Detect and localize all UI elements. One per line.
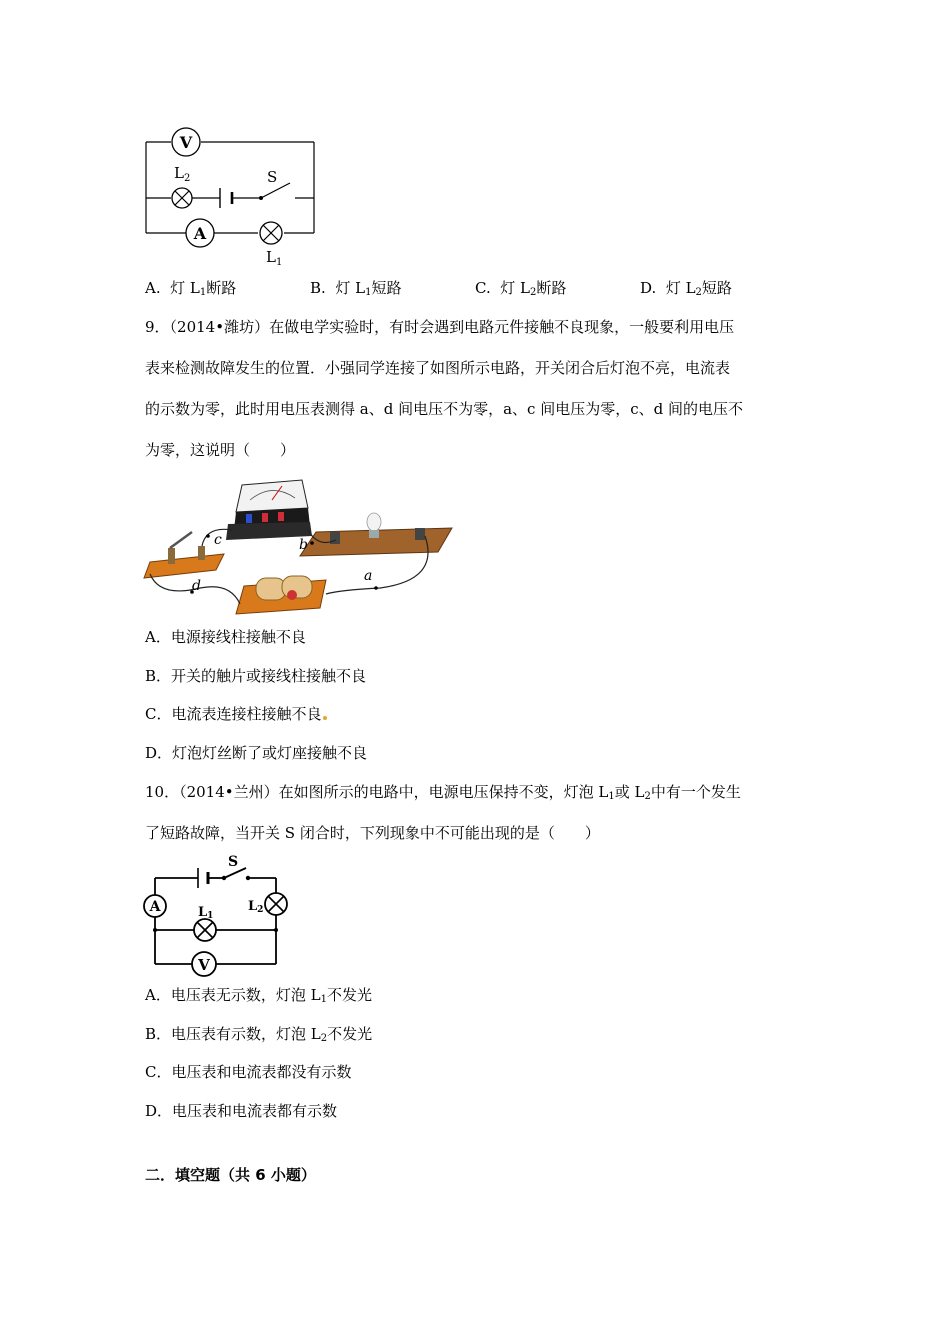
q9-stem-line-2: 表来检测故障发生的位置．小强同学连接了如图所示电路，开关闭合后灯泡不亮，电流表 xyxy=(145,359,731,377)
q8-option-c: C. 灯 $L_2$断路 xyxy=(475,279,567,298)
switch-label: S xyxy=(267,168,278,186)
q10-option-c: C．电压表和电流表都没有示数 xyxy=(145,1063,352,1081)
annotation-mark xyxy=(323,716,327,720)
q10-option-a: A．电压表无示数，灯泡 $L_1$不发光 xyxy=(145,986,372,1005)
q9-apparatus-illustration xyxy=(140,470,460,620)
point-b-label: b xyxy=(299,537,308,553)
q9-stem-line-1: 9．（2014•潍坊）在做电学实验时，有时会遇到电路元件接触不良现象，一般要利用电压 xyxy=(145,318,735,336)
q9-option-c: C．电流表连接柱接触不良 xyxy=(145,704,329,724)
q9-option-b: B．开关的触片或接线柱接触不良 xyxy=(145,667,367,685)
q10-switch-label: S xyxy=(228,854,239,870)
q10-option-d: D．电压表和电流表都有示数 xyxy=(145,1102,338,1120)
section-heading: 二．填空题（共 6 小题） xyxy=(145,1166,316,1184)
bulb-board xyxy=(300,513,452,556)
point-d-label: d xyxy=(192,578,201,594)
lamp-l2-symbol xyxy=(172,188,192,208)
l1-label: $L_1$ xyxy=(266,248,283,268)
q10-circuit-diagram xyxy=(140,852,300,977)
q8-option-a: A. 灯 $L_1$断路 xyxy=(145,279,237,298)
q10-option-b: B．电压表有示数，灯泡 $L_2$不发光 xyxy=(145,1025,373,1044)
q9-option-a: A．电源接线柱接触不良 xyxy=(145,628,306,646)
l2-label: $L_2$ xyxy=(174,164,191,184)
lamp-l1-symbol xyxy=(260,222,282,244)
switch-board xyxy=(144,532,224,578)
q10-stem-line-2: 了短路故障，当开关 S 闭合时，下列现象中不可能出现的是（ ） xyxy=(145,824,600,842)
point-a-label: a xyxy=(364,568,373,584)
q9-stem-line-3: 的示数为零，此时用电压表测得 a、d 间电压不为零，a、c 间电压为零，c、d 间的电压不 xyxy=(145,400,743,418)
battery-holder xyxy=(236,576,326,614)
point-c-label: c xyxy=(214,532,222,548)
q8-option-d: D. 灯 $L_2$短路 xyxy=(640,279,732,298)
ammeter-label: A xyxy=(193,224,207,243)
q10-l2-label: L2 xyxy=(248,899,264,915)
q8-circuit-diagram xyxy=(140,120,330,270)
q10-l1-label: L1 xyxy=(198,905,214,921)
q10-stem-line-1: 10．（2014•兰州）在如图所示的电路中，电源电压保持不变，灯泡 $L_1$或 $L_2$中有一个发生 xyxy=(145,783,741,802)
q9-option-d: D．灯泡灯丝断了或灯座接触不良 xyxy=(145,744,368,762)
q10-ammeter-label: A xyxy=(149,899,161,915)
q10-voltmeter-label: V xyxy=(198,956,210,974)
q9-stem-line-4: 为零，这说明（ ） xyxy=(145,441,296,459)
q8-option-b: B. 灯 $L_1$短路 xyxy=(310,279,402,298)
voltmeter-label: V xyxy=(179,133,193,152)
ammeter-device xyxy=(226,480,312,540)
